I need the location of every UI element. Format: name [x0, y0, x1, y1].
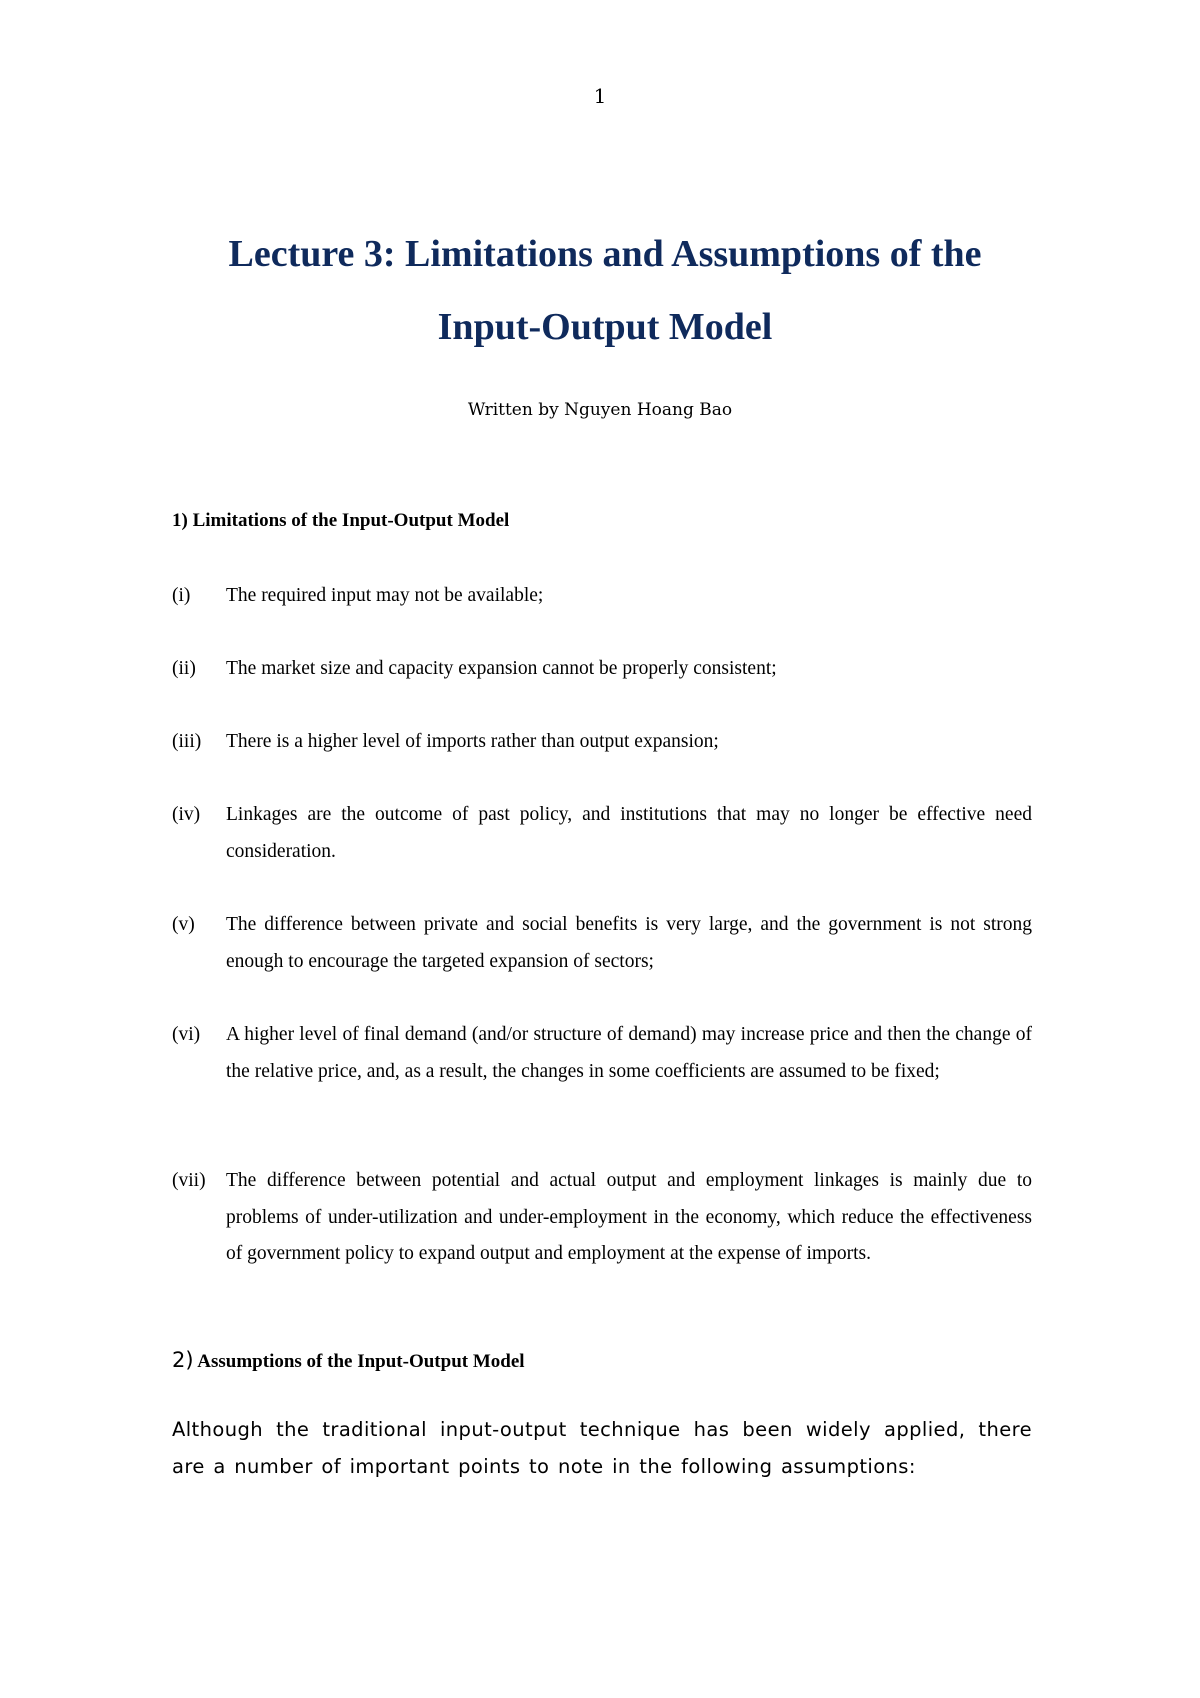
list-item-number: (i) — [172, 585, 191, 606]
list-item — [172, 724, 1032, 761]
section-heading-assumptions — [172, 1348, 525, 1373]
document-title — [150, 218, 1060, 364]
list-item-text: Linkages are the outcome of past policy, and institutions that may no longer be effective need consideration. — [226, 804, 1032, 862]
list-item-number: (v) — [172, 914, 195, 935]
title-line-2: Input-Output Model — [437, 306, 773, 348]
list-item — [172, 907, 1032, 980]
list-item-number: (ii) — [172, 658, 196, 679]
list-item — [172, 797, 1032, 870]
list-item-number: (iv) — [172, 804, 201, 825]
list-item-text: The difference between potential and actual output and employment linkages is mainly due to problems of under-utilization and under-employment in the economy, which reduce the effectiveness of government policy to expand output and employment at the expense of imports. — [226, 1170, 1032, 1264]
assumptions-intro-paragraph: Although the traditional input-output technique has been widely applied, there are a number of important points to note in the following assumptions: — [172, 1418, 1032, 1478]
list-item-number: (vii) — [172, 1170, 206, 1191]
author-line: Written by Nguyen Hoang Bao — [467, 400, 733, 420]
section-heading-limitations: 1) Limitations of the Input-Output Model — [172, 510, 510, 531]
section-number: 2) — [172, 1348, 194, 1372]
list-item-text: The market size and capacity expansion cannot be properly consistent; — [226, 658, 777, 679]
title-line-1: Lecture 3: Limitations and Assumptions of the — [228, 233, 982, 275]
list-item-number: (vi) — [172, 1024, 201, 1045]
list-item-text: A higher level of final demand (and/or structure of demand) may increase price and then the change of the relative price, and, as a result, the changes in some coefficients are assumed to be fixed; — [226, 1024, 1032, 1082]
page-number: 1 — [593, 84, 607, 108]
section-heading-text: Assumptions of the Input-Output Model — [197, 1351, 525, 1372]
list-item — [172, 651, 1032, 688]
list-item-text: The difference between private and social benefits is very large, and the government is not strong enough to encourage the targeted expansion of sectors; — [226, 914, 1032, 972]
list-item — [172, 1017, 1032, 1090]
list-item — [172, 1163, 1032, 1273]
list-item-text: The required input may not be available; — [226, 585, 544, 606]
list-item-text: There is a higher level of imports rather than output expansion; — [226, 731, 719, 752]
list-item — [172, 578, 1032, 615]
list-item-number: (iii) — [172, 731, 202, 752]
